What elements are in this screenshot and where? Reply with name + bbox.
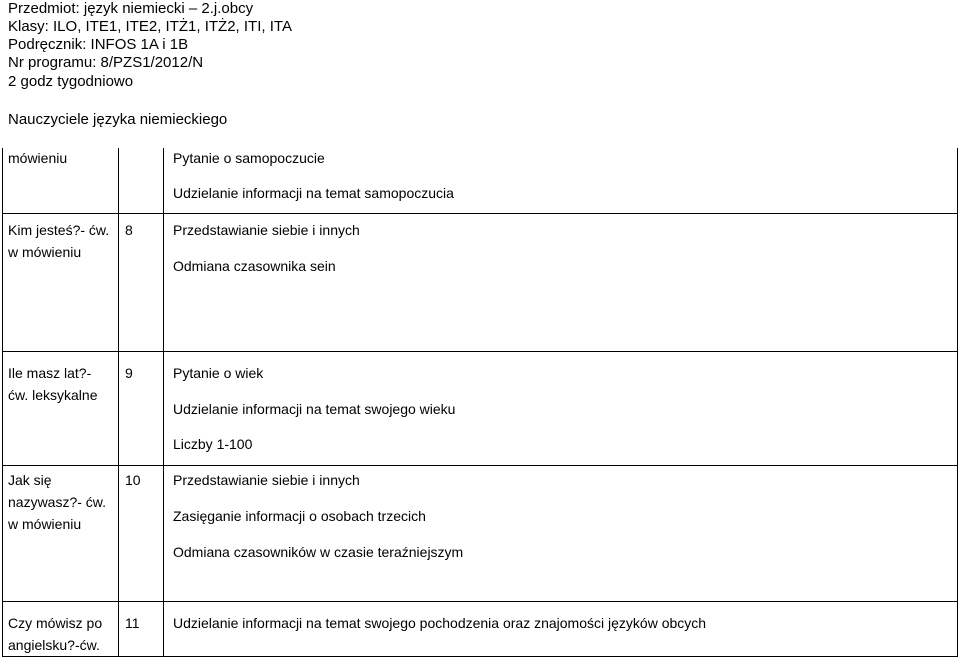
content-item: Odmiana czasownika sein bbox=[173, 258, 336, 274]
content-item: Udzielanie informacji na temat swojego wieku bbox=[173, 401, 456, 417]
lesson-number: 8 bbox=[125, 222, 133, 238]
content-item: Przedstawianie siebie i innych bbox=[173, 472, 360, 488]
topic-cell-line: Ile masz lat?- bbox=[8, 365, 92, 381]
hours-line: 2 godz tygodniowo bbox=[8, 73, 134, 90]
row-divider bbox=[2, 351, 958, 352]
topic-cell: mówieniu bbox=[8, 150, 68, 166]
row-divider bbox=[2, 213, 958, 214]
row-divider bbox=[2, 601, 958, 602]
column-divider bbox=[163, 148, 164, 657]
classes-line: Klasy: ILO, ITE1, ITE2, ITŻ1, ITŻ2, ITI, ITA bbox=[8, 18, 292, 35]
topic-cell-line: ćw. leksykalne bbox=[8, 387, 98, 403]
content-item: Udzielanie informacji na temat swojego pochodzenia oraz znajomości języków obcych bbox=[173, 615, 707, 631]
content-item: Pytanie o wiek bbox=[173, 365, 264, 381]
topic-cell-line: Czy mówisz po bbox=[8, 615, 103, 631]
lesson-number: 9 bbox=[125, 365, 133, 381]
column-divider bbox=[118, 148, 119, 657]
topic-cell-line: Kim jesteś?- ćw. bbox=[8, 222, 110, 238]
lesson-number: 10 bbox=[125, 472, 141, 488]
topic-cell-line: w mówieniu bbox=[8, 516, 82, 532]
textbook-line: Podręcznik: INFOS 1A i 1B bbox=[8, 36, 189, 53]
lesson-number: 11 bbox=[125, 615, 140, 631]
subject-line: Przedmiot: język niemiecki – 2.j.obcy bbox=[8, 0, 254, 17]
row-divider bbox=[2, 656, 958, 657]
content-item: Zasięganie informacji o osobach trzecich bbox=[173, 508, 426, 524]
content-item: Udzielanie informacji na temat samopoczucia bbox=[173, 185, 454, 201]
topic-cell-line: w mówieniu bbox=[8, 244, 82, 260]
content-item: Odmiana czasowników w czasie teraźniejszym bbox=[173, 544, 464, 560]
column-divider bbox=[957, 148, 958, 657]
teachers-line: Nauczyciele języka niemieckiego bbox=[8, 111, 228, 128]
program-line: Nr programu: 8/PZS1/2012/N bbox=[8, 54, 204, 71]
content-item: Liczby 1-100 bbox=[173, 436, 253, 452]
row-divider bbox=[2, 465, 958, 466]
topic-cell-line: angielsku?-ćw. bbox=[8, 637, 100, 653]
topic-cell-line: Jak się bbox=[8, 472, 52, 488]
column-divider bbox=[2, 148, 3, 657]
content-item: Pytanie o samopoczucie bbox=[173, 150, 325, 166]
content-item: Przedstawianie siebie i innych bbox=[173, 222, 360, 238]
topic-cell-line: nazywasz?- ćw. bbox=[8, 494, 107, 510]
